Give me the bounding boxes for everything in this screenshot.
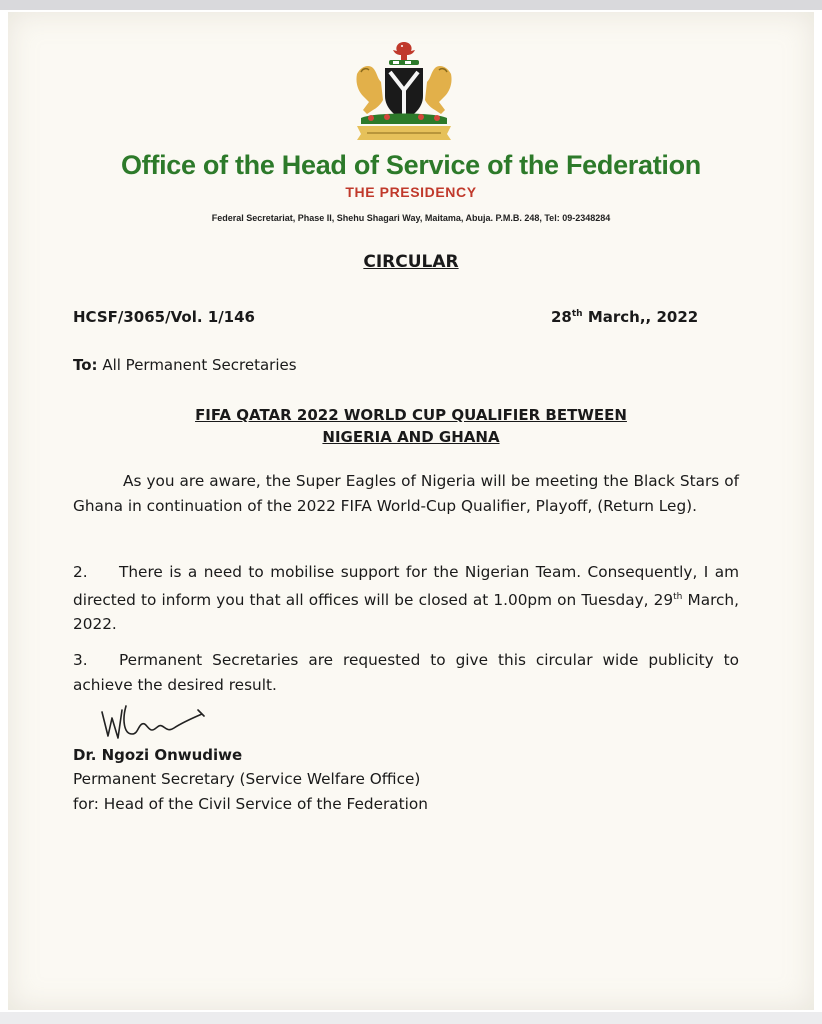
coat-of-arms-emblem bbox=[343, 38, 465, 142]
document-type-heading: CIRCULAR bbox=[363, 252, 459, 272]
paragraph-2: 2. There is a need to mobilise support for the Nigerian Team. Consequently, I am directed to inform you that all offices will be closed at 1.00pm on Tuesday, 29th March, 2022. bbox=[73, 560, 739, 637]
signatory-name: Dr. Ngozi Onwudiwe bbox=[73, 746, 243, 764]
office-address: Federal Secretariat, Phase II, Shehu Shagari Way, Maitama, Abuja. P.M.B. 248, Tel: 09-2348284 bbox=[211, 213, 611, 223]
paragraph-3: 3. Permanent Secretaries are requested to give this circular wide publicity to achieve the desired result. bbox=[73, 648, 739, 697]
left-horse-icon bbox=[356, 66, 383, 114]
recipient-line: To: All Permanent Secretaries bbox=[73, 356, 297, 374]
document-date: 28th March,, 2022 bbox=[551, 308, 699, 326]
signatory-title: Permanent Secretary (Service Welfare Office) bbox=[73, 770, 421, 788]
paragraph-1: As you are aware, the Super Eagles of Nigeria will be meeting the Black Stars of Ghana in continuation of the 2022 FIFA World-Cup Qualifier, Playoff, (Return Leg). bbox=[73, 472, 739, 515]
right-horse-icon bbox=[425, 66, 452, 114]
paragraph-2-number: 2. bbox=[73, 563, 88, 581]
bottom-border bbox=[0, 1012, 822, 1024]
signature-mark bbox=[98, 700, 210, 744]
subject-line-1: FIFA QATAR 2022 WORLD CUP QUALIFIER BETWEEN bbox=[195, 406, 627, 424]
presidency-subtitle: THE PRESIDENCY bbox=[345, 184, 477, 200]
eagle-icon bbox=[393, 42, 415, 60]
top-border bbox=[0, 0, 822, 10]
office-title: Office of the Head of Service of the Federation bbox=[120, 150, 701, 180]
reference-number: HCSF/3065/Vol. 1/146 bbox=[73, 308, 255, 326]
signatory-on-behalf: for: Head of the Civil Service of the Federation bbox=[73, 795, 428, 813]
shield-icon bbox=[385, 68, 423, 120]
subject-heading bbox=[0, 404, 822, 448]
paragraph-3-number: 3. bbox=[73, 651, 88, 669]
subject-line-2: NIGERIA AND GHANA bbox=[322, 428, 500, 446]
